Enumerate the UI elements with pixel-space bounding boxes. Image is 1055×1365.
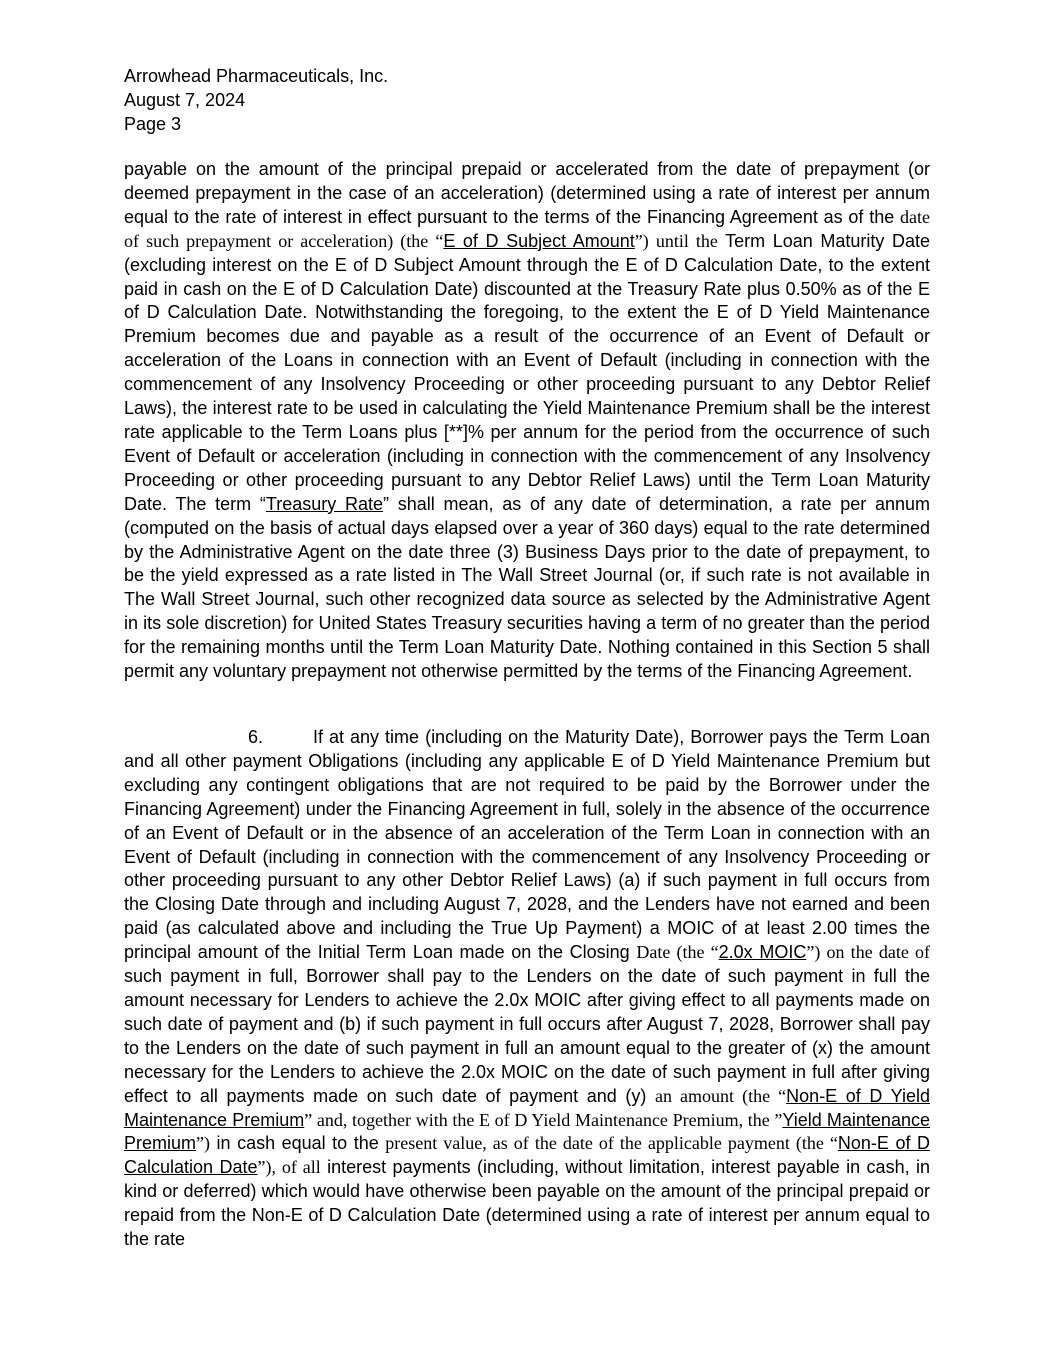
letter-header bbox=[124, 64, 388, 136]
section-number-label: 6. bbox=[248, 727, 264, 747]
text-segment: If at any time (including on the Maturity Date), Borrower pays the Term Loan and all other payment Obligations (including any applicable E of D Yield Maintenance Premium but excluding any contingent obligations that are not required to be paid by the Borrower under the Financing Agreement) under the Financing Agreement in full, solely in the absence of the occurrence of an Event of Default or in the absence of an acceleration of the Term Loan in connection with an Event of Default (including in connection with the commencement of any Insolvency Proceeding or other proceeding pursuant to any other Debtor Relief Laws) (a) if such payment in full occurs from the Closing Date through and including August 7, 2028, and the Lenders have not earned and been paid (as calculated above and including the True Up Payment) a MOIC of at least 2.00 times the principal amount of the Initial Term Loan made on the Closing bbox=[124, 727, 930, 963]
defined-term-non-e-of-d-calculation-date: Non-E of D Calculation Date bbox=[124, 1133, 930, 1178]
text-segment: ”), of all bbox=[257, 1157, 321, 1178]
text-segment: an amount (the “ bbox=[654, 1085, 787, 1106]
text-segment: Term Loan Maturity Date (excluding interest on the E of D Subject Amount through the E of D Calculation Date, to the extent paid in cash on the E of D Calculation Date) discounted at the Treasury Rate plus 0.50% as of the E of D Calculation Date. Notwithstanding the foregoing, to the extent the E of D Yield Maintenance Premium becomes due and payable as a result of the occurrence of an Event of Default or acceleration of the Loans in connection with an Event of Default (including in connection with the commencement of any Insolvency Proceeding or other proceeding pursuant to any Debtor Relief Laws), the interest rate to be used in calculating the Yield Maintenance Premium shall be the interest rate applicable to the Term Loans plus [**]% per annum for the period from the occurrence of such Event of Default or acceleration (including in connection with the commencement of any Insolvency Proceeding or other proceeding pursuant to any Debtor Relief Laws) until the Term Loan Maturity Date. The term “ bbox=[124, 230, 930, 514]
section-number bbox=[124, 727, 263, 747]
company-name: Arrowhead Pharmaceuticals, Inc. bbox=[124, 66, 389, 86]
paragraph-section-6 bbox=[124, 726, 930, 1252]
text-segment: date of such prepayment or acceleration) (the “ bbox=[124, 206, 930, 251]
text-segment: such payment in full, Borrower shall pay to the Lenders on the date of such payment in full the amount necessary for Lenders to achieve the 2.0x MOIC after giving effect to all payments made on such date of payment and (b) if such payment in full occurs after August 7, 2028, Borrower shall pay to the Lenders on the date of such payment in full an amount equal to the greater of (x) the amount necessary for the Lenders to achieve the 2.0x MOIC on the date of such payment in full after giving effect to all payments made on such date of payment and (y) bbox=[124, 966, 930, 1106]
paragraph-yield-maintenance-continued bbox=[124, 158, 930, 684]
defined-term-2x-moic: 2.0x MOIC bbox=[718, 942, 807, 963]
defined-term-yield-maintenance-premium: Yield Maintenance Premium bbox=[124, 1109, 930, 1154]
text-segment: ” and, together with the E of D Yield Maintenance Premium, the ” bbox=[304, 1109, 783, 1130]
text-segment: Date (the “ bbox=[636, 942, 719, 963]
text-segment: present value, as of the date of the applicable payment (the “ bbox=[385, 1133, 838, 1154]
defined-term-e-of-d-subject-amount: E of D Subject Amount bbox=[443, 230, 635, 251]
text-segment: payable on the amount of the principal prepaid or accelerated from the date of prepayment (or deemed prepayment in the case of an acceleration) (determined using a rate of interest per annum equal to the rate of interest in effect pursuant to the terms of the Financing Agreement as of the bbox=[124, 159, 930, 227]
text-segment: ” shall mean, as of any date of determination, a rate per annum (computed on the basis of actual days elapsed over a year of 360 days) equal to the rate determined by the Administrative Agent on the date three (3) Business Days prior to the date of prepayment, to be the yield expressed as a rate listed in The Wall Street Journal (or, if such rate is not available in The Wall Street Journal, such other recognized data source as selected by the Administrative Agent in its sole discretion) for United States Treasury securities having a term of no greater than the period for the remaining months until the Term Loan Maturity Date. Nothing contained in this Section 5 shall permit any voluntary prepayment not otherwise permitted by the terms of the Financing Agreement. bbox=[124, 493, 930, 682]
text-segment: in cash equal to the bbox=[210, 1133, 386, 1154]
letter-date: August 7, 2024 bbox=[124, 90, 246, 110]
page-number: Page 3 bbox=[124, 114, 182, 134]
text-segment: interest payments (including, without limitation, interest payable in cash, in kind or deferred) which would have otherwise been payable on the amount of the principal prepaid or repaid from the Non-E of D Calculation Date (determined using a rate of interest per annum equal to the rate bbox=[124, 1157, 930, 1250]
text-segment: ”) until the bbox=[634, 230, 718, 251]
text-segment: ”) on the date of bbox=[806, 942, 930, 963]
defined-term-non-e-of-d-yield-maintenance-premium: Non-E of D Yield Maintenance Premium bbox=[124, 1085, 930, 1130]
defined-term-treasury-rate: Treasury Rate bbox=[265, 493, 383, 514]
text-segment: ”) bbox=[196, 1133, 210, 1154]
